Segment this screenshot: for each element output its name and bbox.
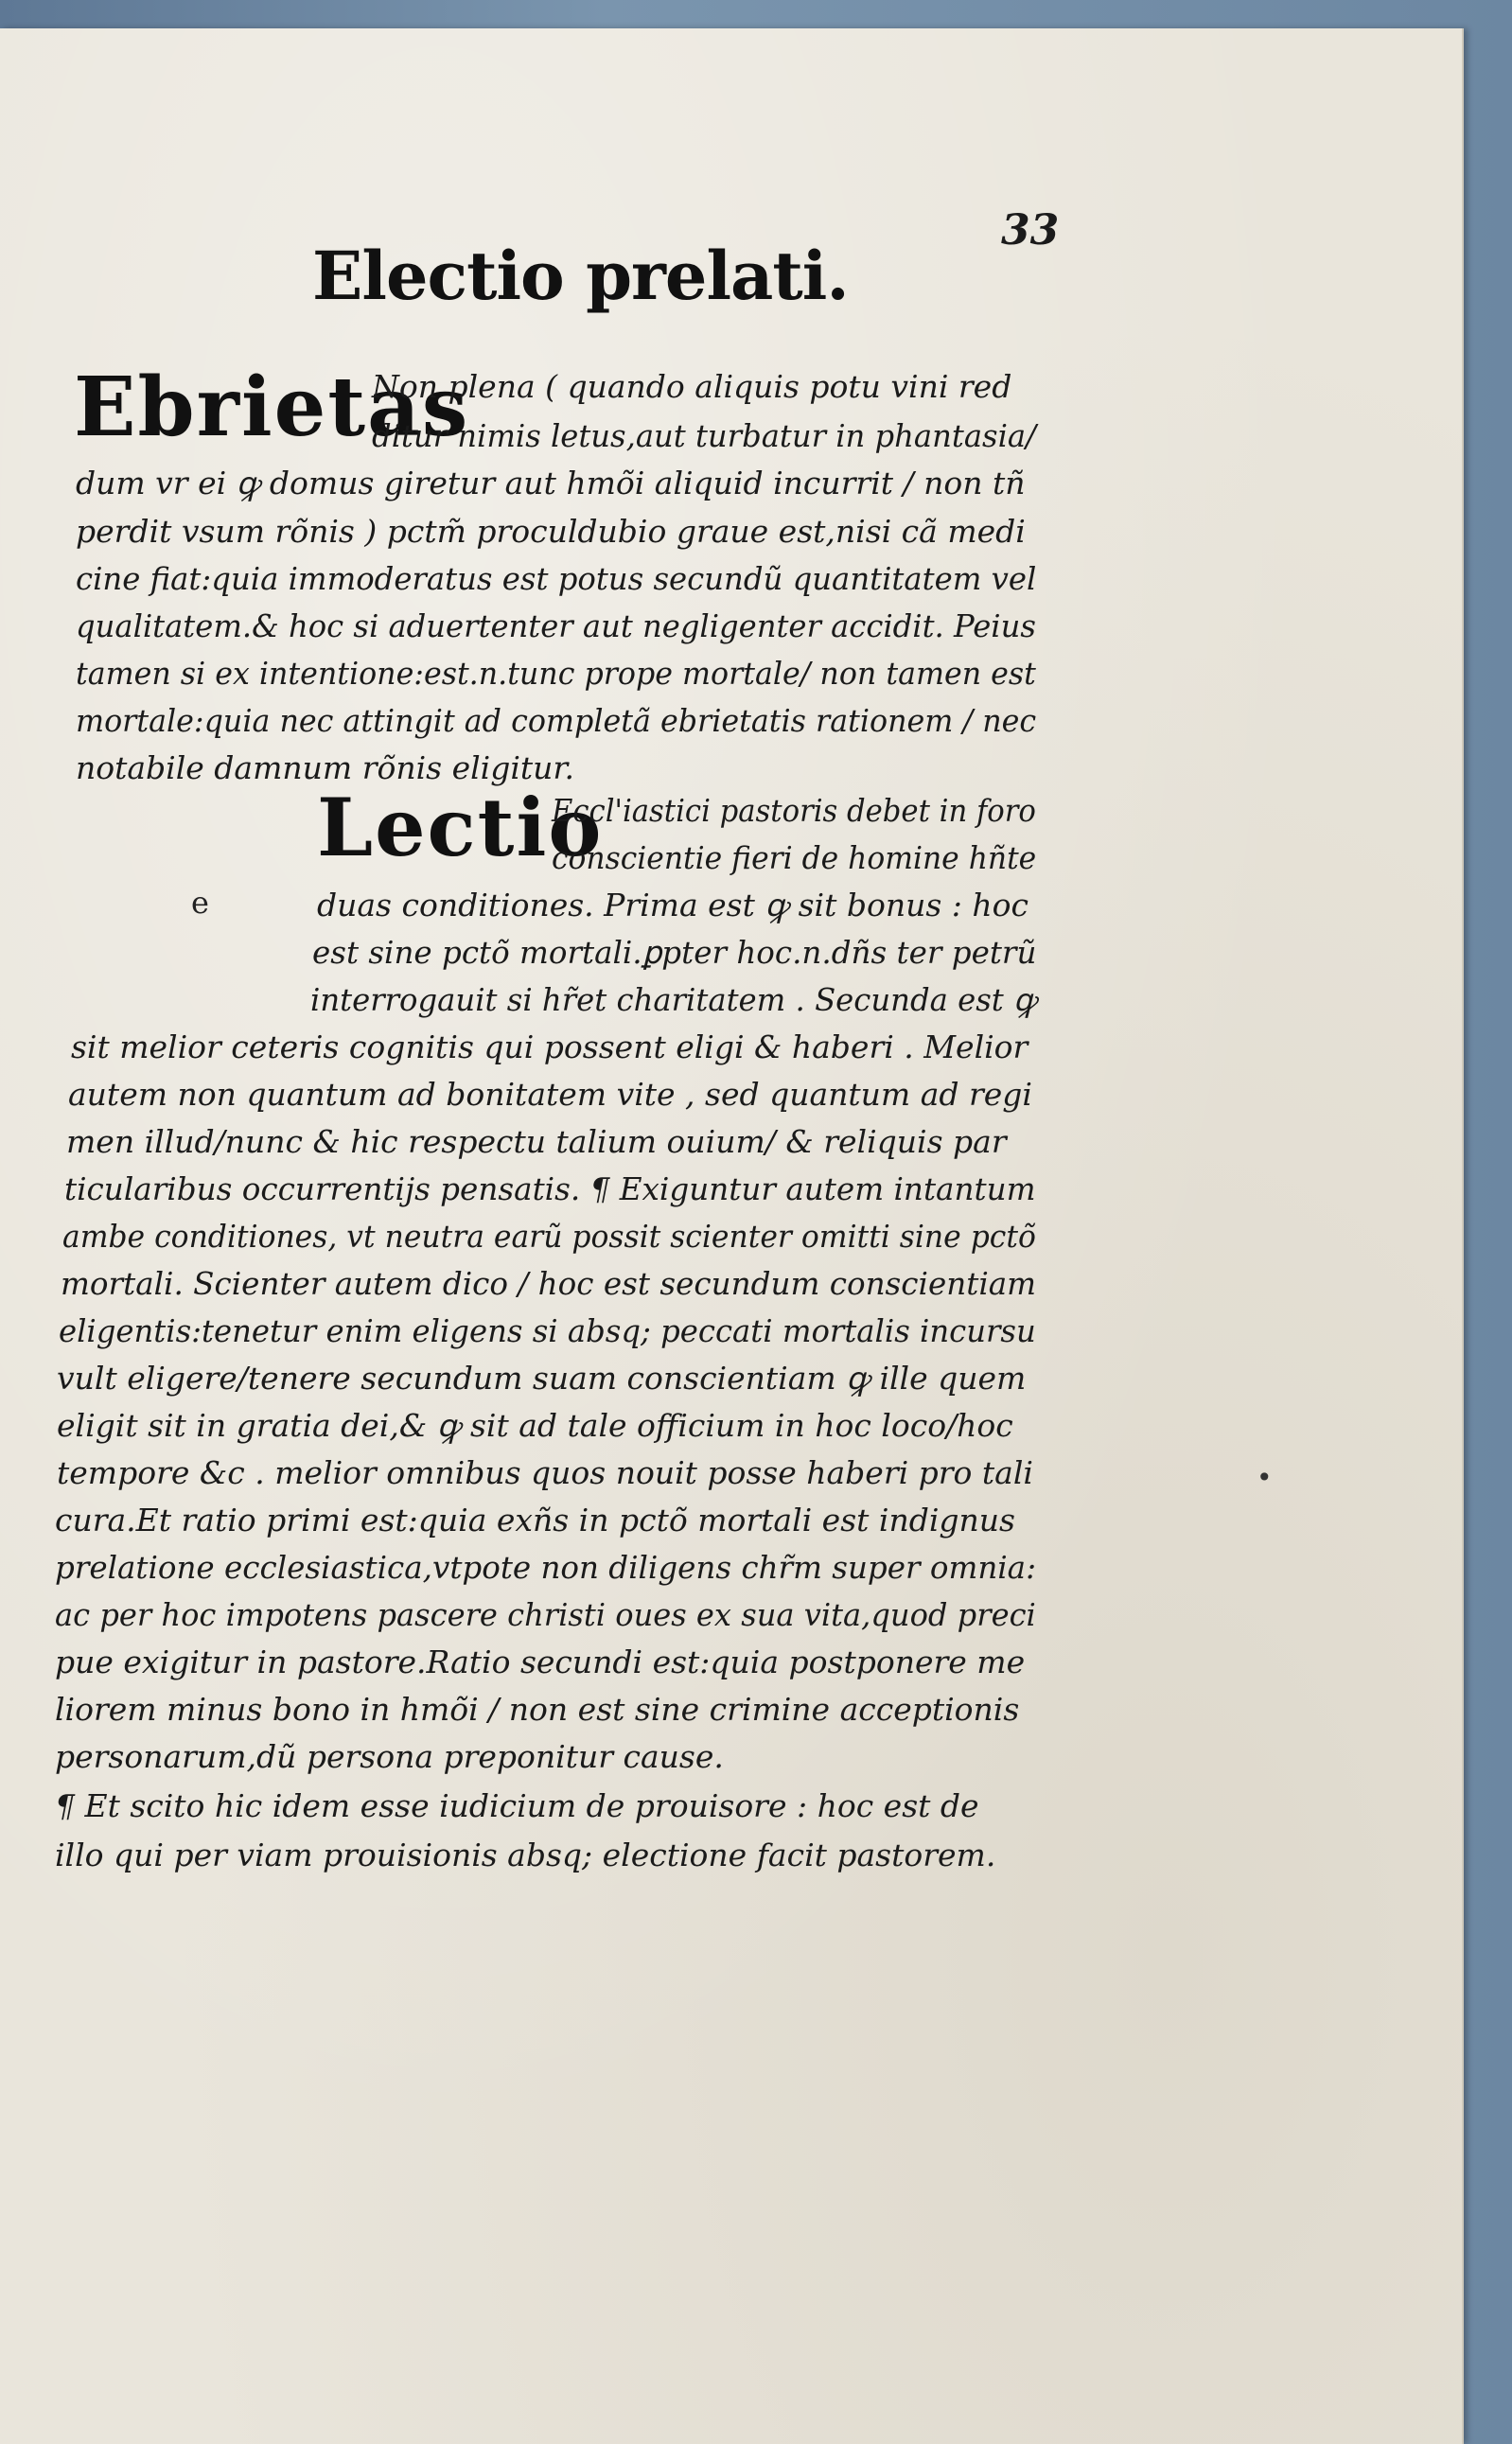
text-line: Non plena ( quando aliquis potu vini red — [372, 368, 1012, 405]
text-line: duas conditiones. Prima est ꝙ sit bonus : hoc — [317, 887, 1029, 923]
text-line: eligit sit in gratia dei,& ꝙ sit ad tale officium in hoc loco/hoc — [57, 1407, 1013, 1444]
text-line: vult eligere/tenere secundum suam conscientiam ꝙ ille quem — [57, 1360, 1027, 1397]
text-line: tamen si ex intentione:est.n.tunc prope mortale/ non tamen est — [76, 655, 1036, 692]
folio-number: 33 — [1001, 206, 1060, 255]
initial-ebrietas: Ebrietas — [74, 360, 470, 455]
text-line: sit melior ceteris cognitis qui possent eligi & haberi . Melior — [71, 1029, 1029, 1065]
text-line: qualitatem.& hoc si aduertenter aut negligenter accidit. Peius — [76, 607, 1036, 644]
text-line: mortale:quia nec attingit ad completã ebrietatis rationem / nec — [76, 702, 1037, 739]
text-line: ditur nimis letus,aut turbatur in phantasia/ — [372, 417, 1036, 454]
text-line: interrogauit si hr̃et charitatem . Secunda est ꝙ — [310, 981, 1037, 1018]
margin-mark: • — [1257, 1462, 1273, 1493]
text-line: pue exigitur in pastore.Ratio secundi est:quia postponere me — [55, 1644, 1026, 1680]
running-header: Electio prelati. — [312, 237, 849, 315]
text-line: eligentis:tenetur enim eligens si absq; peccati mortalis incursu — [59, 1312, 1036, 1349]
text-line: Eccl'iastici pastoris debet in foro — [552, 792, 1036, 829]
text-line: autem non quantum ad bonitatem vite , sed quantum ad regi — [68, 1076, 1032, 1113]
text-line: cura.Et ratio primi est:quia exñs in pctõ mortali est indignus — [55, 1502, 1015, 1538]
text-line: mortali. Scienter autem dico / hoc est secundum conscientiam — [61, 1265, 1037, 1302]
text-line: prelatione ecclesiastica,vtpote non diligens chr̃m super omnia: — [55, 1549, 1037, 1586]
text-line: dum vr ei ꝙ domus giretur aut hmõi aliquid incurrit / non tñ — [76, 465, 1026, 501]
text-line: est sine pctõ mortali.ꝑpter hoc.n.dñs ter petrũ — [312, 934, 1037, 971]
text-line: perdit vsum rõnis ) pctm̃ proculdubio graue est,nisi cã medi — [76, 513, 1026, 550]
text-line: liorem minus bono in hmõi / non est sine crimine acceptionis — [55, 1691, 1020, 1728]
text-line: cine fiat:quia immoderatus est potus secundũ quantitatem vel — [76, 560, 1037, 597]
initial-lectio: Lectio — [317, 781, 604, 874]
text-line: ¶ Et scito hic idem esse iudicium de prouisore : hoc est de — [55, 1787, 979, 1824]
text-line: ticularibus occurrentijs pensatis. ¶ Exiguntur autem intantum — [64, 1170, 1036, 1207]
text-line: men illud/nunc & hic respectu talium ouium/ & reliquis par — [66, 1123, 1007, 1160]
text-line: ac per hoc impotens pascere christi oues ex sua vita,quod preci — [55, 1596, 1036, 1633]
text-line: personarum,dũ persona preponitur cause. — [55, 1738, 724, 1775]
text-line: conscientie fieri de homine hñte — [552, 839, 1037, 876]
text-line: ambe conditiones, vt neutra earũ possit scienter omitti sine pctõ — [62, 1218, 1036, 1255]
text-line: illo qui per viam prouisionis absq; electione facit pastorem. — [55, 1837, 996, 1873]
margin-letter: e — [191, 885, 209, 921]
text-line: notabile damnum rõnis eligitur. — [76, 749, 575, 786]
text-line: tempore &c . melior omnibus quos nouit posse haberi pro tali — [57, 1454, 1033, 1491]
